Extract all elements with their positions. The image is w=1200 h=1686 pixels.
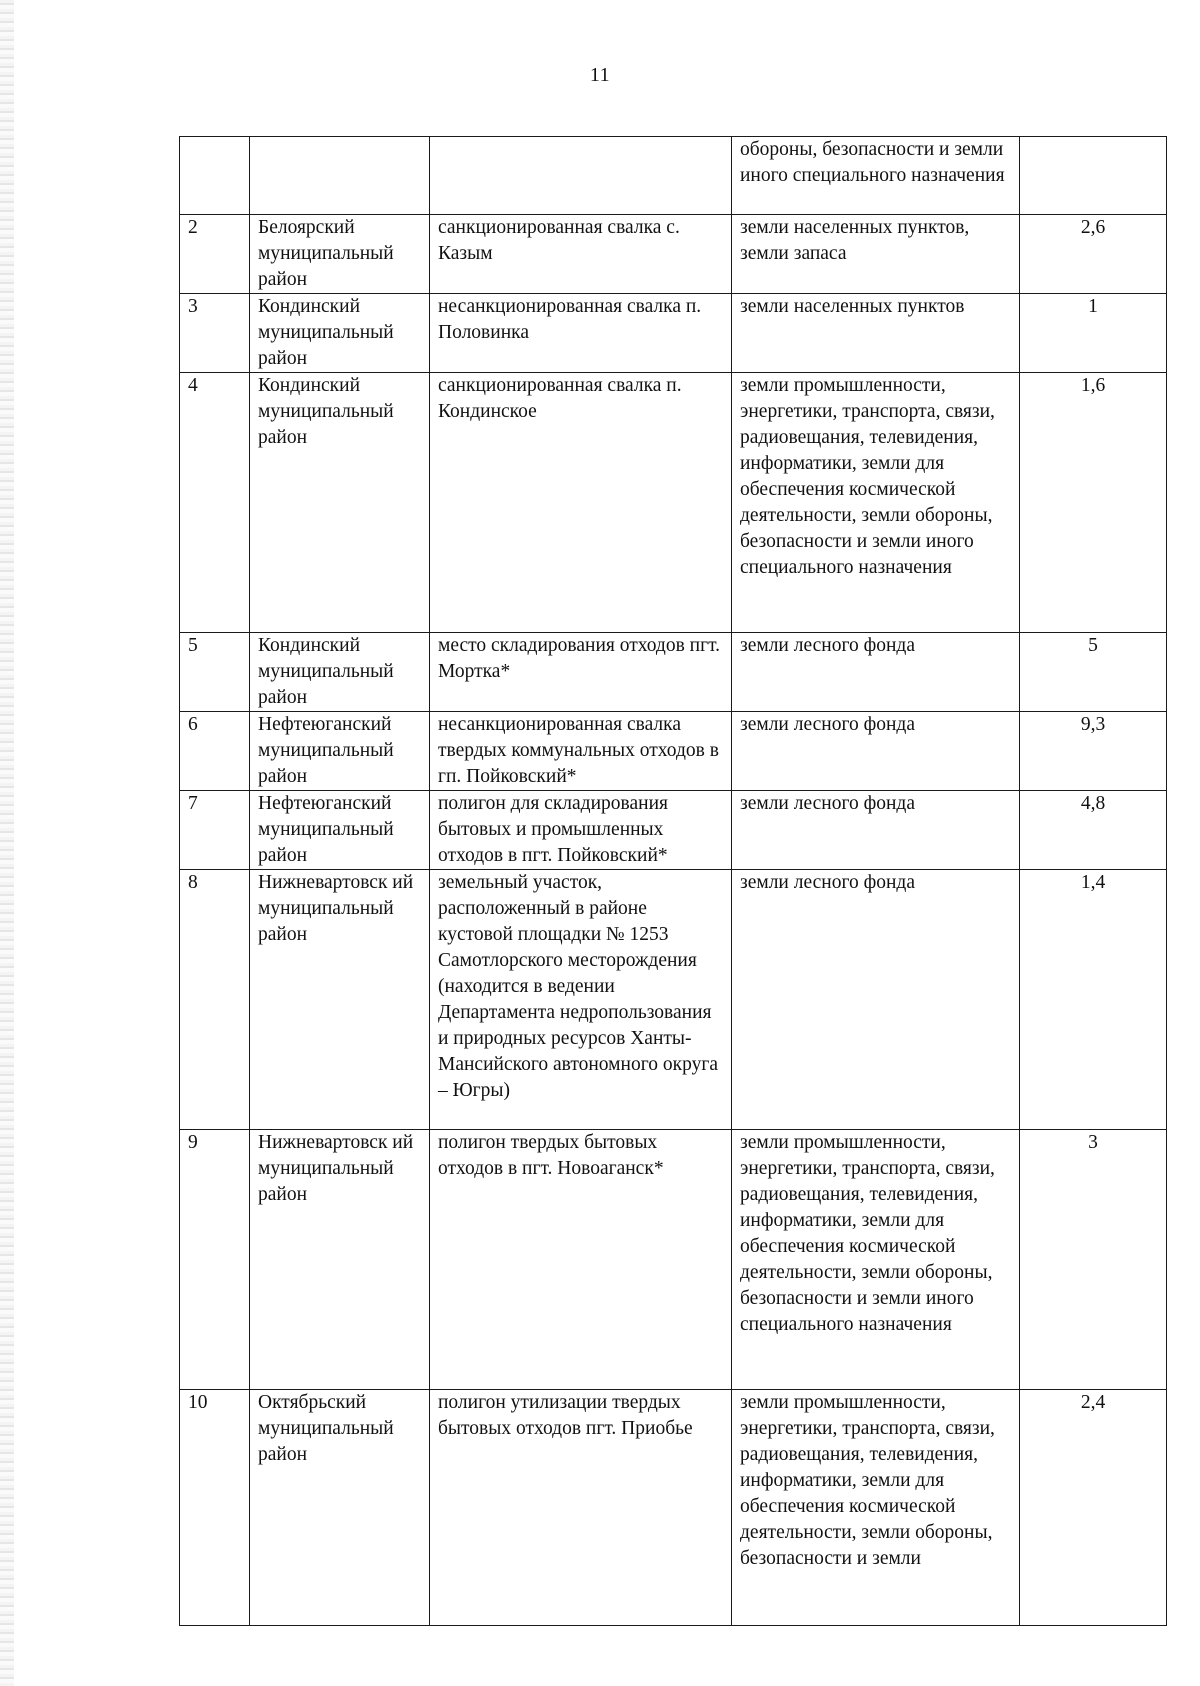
area-cell: 2,4 [1020,1390,1167,1626]
row-number: 6 [180,712,250,791]
landfill-table [179,136,1167,1626]
area-cell: 4,8 [1020,791,1167,870]
district-cell [250,137,430,215]
area-cell: 3 [1020,1130,1167,1390]
land-category-cell: земли промышленности, энергетики, транспорта, связи, радиовещания, телевидения, информатики, земли для обеспечения космической деятельности, земли обороны, безопасности и земли [732,1390,1020,1626]
area-cell: 9,3 [1020,712,1167,791]
table-row [180,633,1167,712]
object-cell: несанкционированная свалка п. Половинка [430,294,732,373]
land-category-cell: обороны, безопасности и земли иного специального назначения [732,137,1020,215]
row-number: 5 [180,633,250,712]
area-cell: 1 [1020,294,1167,373]
row-number: 8 [180,870,250,1130]
district-cell: Нижневартовск ий муниципальный район [250,1130,430,1390]
object-cell: земельный участок, расположенный в районе кустовой площадки № 1253 Самотлорского месторождения (находится в ведении Департамента недропользования и природных ресурсов Ханты-Мансийского автономного округа – Югры) [430,870,732,1130]
object-cell: место складирования отходов пгт. Мортка* [430,633,732,712]
district-cell: Нижневартовск ий муниципальный район [250,870,430,1130]
page-number: 11 [589,64,611,86]
object-cell: санкционированная свалка п. Кондинское [430,373,732,633]
land-category-cell: земли промышленности, энергетики, транспорта, связи, радиовещания, телевидения, информатики, земли для обеспечения космической деятельности, земли обороны, безопасности и земли иного специального назначения [732,373,1020,633]
area-cell: 5 [1020,633,1167,712]
district-cell: Кондинский муниципальный район [250,633,430,712]
row-number: 2 [180,215,250,294]
district-cell: Нефтеюганский муниципальный район [250,791,430,870]
table-row [180,1130,1167,1390]
land-category-cell: земли лесного фонда [732,633,1020,712]
land-category-cell: земли лесного фонда [732,712,1020,791]
row-number: 3 [180,294,250,373]
table-row [180,791,1167,870]
row-number [180,137,250,215]
object-cell: санкционированная свалка с. Казым [430,215,732,294]
area-cell [1020,137,1167,215]
row-number: 4 [180,373,250,633]
row-number: 10 [180,1390,250,1626]
district-cell: Нефтеюганский муниципальный район [250,712,430,791]
object-cell: полигон для складирования бытовых и промышленных отходов в пгт. Пойковский* [430,791,732,870]
row-number: 9 [180,1130,250,1390]
row-number: 7 [180,791,250,870]
district-cell: Белоярский муниципальный район [250,215,430,294]
table-row [180,373,1167,633]
scan-edge [0,0,14,1686]
object-cell [430,137,732,215]
table-row [180,294,1167,373]
land-category-cell: земли населенных пунктов [732,294,1020,373]
district-cell: Октябрьский муниципальный район [250,1390,430,1626]
table-row [180,1390,1167,1626]
district-cell: Кондинский муниципальный район [250,294,430,373]
table-row [180,870,1167,1130]
land-category-cell: земли лесного фонда [732,791,1020,870]
table-row [180,215,1167,294]
area-cell: 1,6 [1020,373,1167,633]
land-category-cell: земли промышленности, энергетики, транспорта, связи, радиовещания, телевидения, информатики, земли для обеспечения космической деятельности, земли обороны, безопасности и земли иного специального назначения [732,1130,1020,1390]
object-cell: несанкционированная свалка твердых коммунальных отходов в гп. Пойковский* [430,712,732,791]
object-cell: полигон твердых бытовых отходов в пгт. Новоаганск* [430,1130,732,1390]
district-cell: Кондинский муниципальный район [250,373,430,633]
table-row [180,712,1167,791]
land-category-cell: земли лесного фонда [732,870,1020,1130]
object-cell: полигон утилизации твердых бытовых отходов пгт. Приобье [430,1390,732,1626]
area-cell: 2,6 [1020,215,1167,294]
area-cell: 1,4 [1020,870,1167,1130]
land-category-cell: земли населенных пунктов, земли запаса [732,215,1020,294]
table-row [180,137,1167,215]
